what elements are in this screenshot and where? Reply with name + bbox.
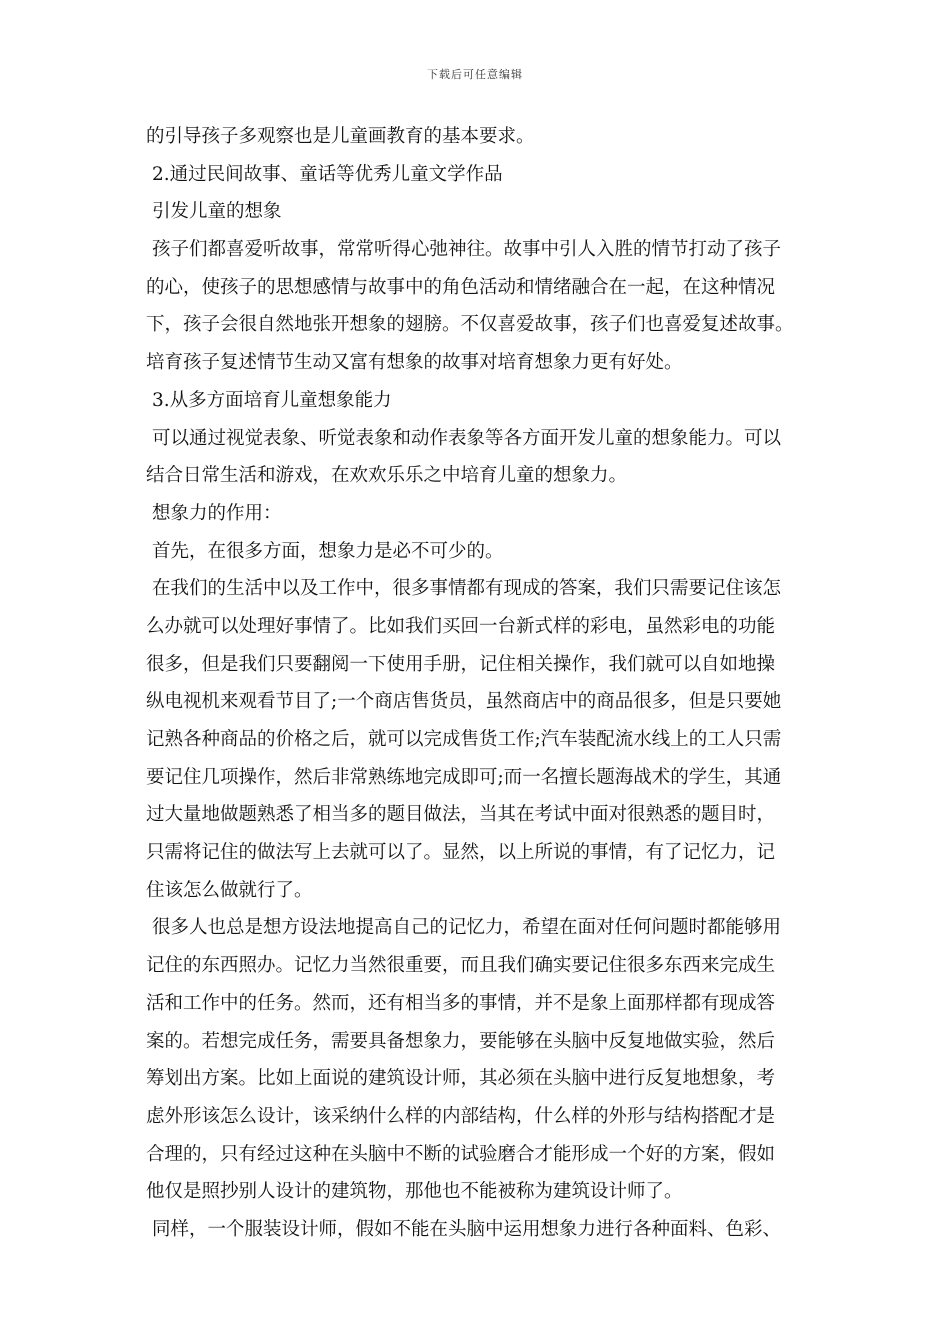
paragraph-line: 合理的，只有经过这种在头脑中不断的试验磨合才能形成一个好的方案，假如 bbox=[146, 1143, 776, 1165]
paragraph-line: 首先，在很多方面，想象力是必不可少的。 bbox=[152, 540, 504, 562]
paragraph-line: 同样，一个服装设计师，假如不能在头脑中运用想象力进行各种面料、色彩、 bbox=[152, 1218, 782, 1240]
text-line: 的引导孩子多观察也是儿童画教育的基本要求。 bbox=[146, 126, 535, 147]
paragraph-line: 培育孩子复述情节生动又富有想象的故事对培育想象力更有好处。 bbox=[146, 352, 683, 374]
paragraph-line: 结合日常生活和游戏，在欢欢乐乐之中培育儿童的想象力。 bbox=[146, 465, 628, 487]
paragraph-line: 案的。若想完成任务，需要具备想象力，要能够在头脑中反复地做实验，然后 bbox=[146, 1030, 776, 1052]
page-header: 下载后可任意编辑 bbox=[427, 68, 523, 81]
paragraph-line: 虑外形该怎么设计，该采纳什么样的内部结构，什么样的外形与结构搭配才是 bbox=[146, 1105, 776, 1127]
paragraph-line: 只需将记住的做法写上去就可以了。显然，以上所说的事情，有了记忆力，记 bbox=[146, 842, 776, 864]
paragraph-line: 记熟各种商品的价格之后，就可以完成售货工作;汽车装配流水线上的工人只需 bbox=[146, 729, 782, 750]
paragraph-line: 纵电视机来观看节目了;一个商店售货员，虽然商店中的商品很多，但是只要她 bbox=[146, 691, 782, 713]
section-heading: 想象力的作用： bbox=[152, 502, 282, 524]
paragraph-line: 很多人也总是想方设法地提高自己的记忆力，希望在面对任何问题时都能够用 bbox=[152, 917, 782, 939]
paragraph-line: 可以通过视觉表象、听觉表象和动作表象等各方面开发儿童的想象能力。可以 bbox=[152, 427, 782, 449]
paragraph-line: 很多，但是我们只要翻阅一下使用手册，记住相关操作，我们就可以自如地操 bbox=[146, 653, 776, 675]
paragraph-line: 孩子们都喜爱听故事，常常听得心弛神往。故事中引人入胜的情节打动了孩子 bbox=[152, 239, 782, 261]
paragraph-line: 要记住几项操作，然后非常熟练地完成即可;而一名擅长题海战术的学生，其通 bbox=[146, 766, 782, 788]
paragraph-line: 过大量地做题熟悉了相当多的题目做法，当其在考试中面对很熟悉的题目时， bbox=[146, 804, 776, 826]
paragraph-line: 筹划出方案。比如上面说的建筑设计师，其必须在头脑中进行反复地想象，考 bbox=[146, 1068, 776, 1090]
paragraph-line: 住该怎么做就行了。 bbox=[146, 879, 313, 901]
paragraph-line: 下，孩子会很自然地张开想象的翅膀。不仅喜爱故事，孩子们也喜爱复述故事。 bbox=[146, 314, 794, 336]
paragraph-line: 在我们的生活中以及工作中，很多事情都有现成的答案，我们只需要记住该怎 bbox=[152, 578, 782, 600]
list-item-heading: 2.通过民间故事、童话等优秀儿童文学作品 bbox=[152, 163, 503, 185]
document-body bbox=[146, 118, 811, 1249]
paragraph-line: 他仅是照抄别人设计的建筑物，那他也不能被称为建筑设计师了。 bbox=[146, 1181, 683, 1203]
paragraph-line: 么办就可以处理好事情了。比如我们买回一台新式样的彩电，虽然彩电的功能 bbox=[146, 615, 776, 637]
list-item-heading: 3.从多方面培育儿童想象能力 bbox=[152, 389, 392, 411]
paragraph-line: 的心，使孩子的思想感情与故事中的角色活动和情绪融合在一起，在这种情况 bbox=[146, 276, 776, 298]
paragraph-line: 记住的东西照办。记忆力当然很重要，而且我们确实要记住很多东西来完成生 bbox=[146, 955, 776, 977]
text-line: 引发儿童的想象 bbox=[152, 201, 282, 223]
paragraph-line: 活和工作中的任务。然而，还有相当多的事情，并不是象上面那样都有现成答 bbox=[146, 992, 776, 1014]
